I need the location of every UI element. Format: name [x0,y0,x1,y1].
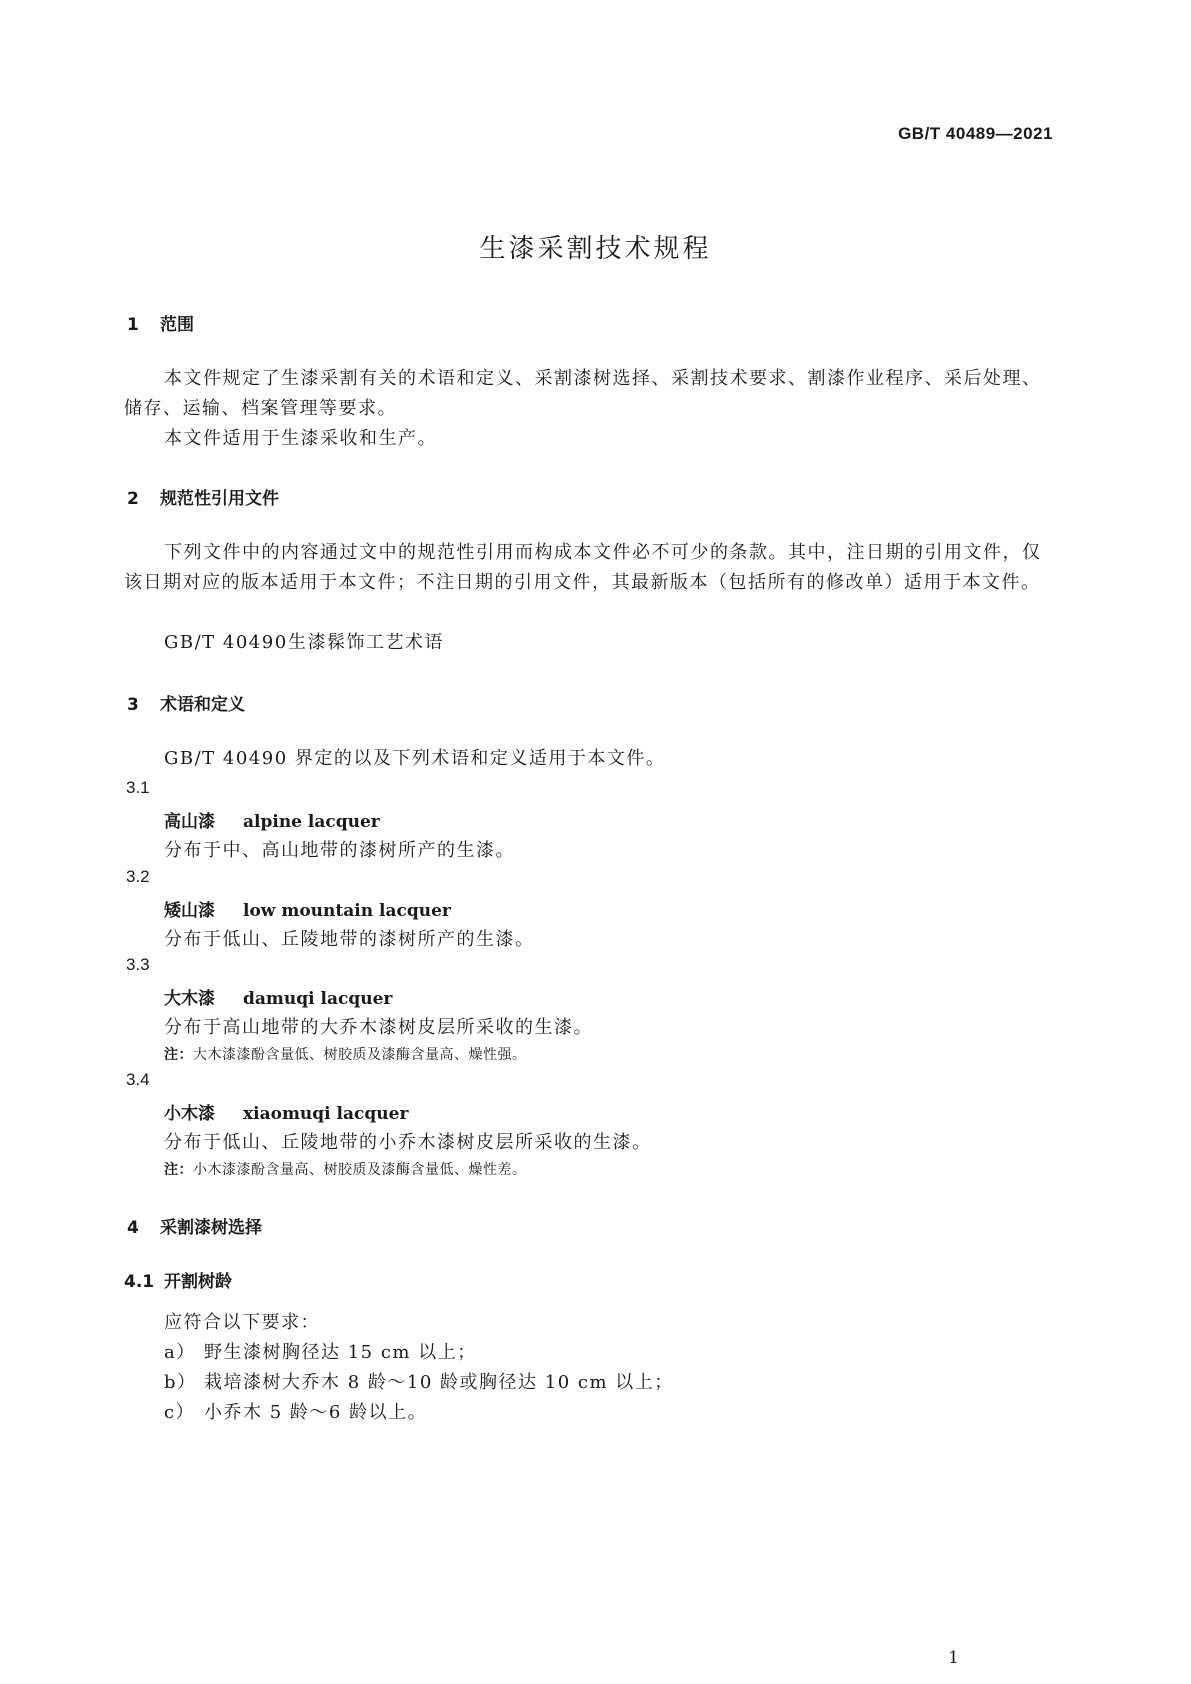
reference-title: 生漆髹饰工艺术语 [288,632,444,653]
list-marker: a） [164,1342,196,1363]
section-3-intro: GB/T 40490 界定的以及下列术语和定义适用于本文件。 [164,748,666,769]
list-marker: c） [164,1402,196,1423]
section-1-paragraph-1: 本文件规定了生漆采割有关的术语和定义、采割漆树选择、采割技术要求、割漆作业程序、采后处理、储存、运输、档案管理等要求。 [124,368,1042,419]
section-2-heading [127,484,279,509]
note-label: 注： [164,1047,193,1063]
reference-code: GB/T 40490 [164,632,288,653]
normative-reference [164,628,444,654]
term-definition: 分布于低山、丘陵地带的漆树所产的生漆。 [164,929,535,950]
section-title: 术语和定义 [160,695,245,715]
subsection-intro: 应符合以下要求： [164,1312,320,1333]
section-title: 采割漆树选择 [160,1218,262,1238]
term-definition: 分布于低山、丘陵地带的小乔木漆树皮层所采收的生漆。 [164,1132,652,1153]
section-title: 范围 [160,315,194,335]
list-item-text: 野生漆树胸径达 15 cm 以上； [204,1342,477,1363]
section-2-paragraph-1: 下列文件中的内容通过文中的规范性引用而构成本文件必不可少的条款。其中，注日期的引用文件，仅该日期对应的版本适用于本文件；不注日期的引用文件，其最新版本（包括所有的修改单）适用于本文件。 [124,542,1042,593]
term-english: damuqi lacquer [243,989,393,1009]
list-item-text: 小乔木 5 龄～6 龄以上。 [204,1402,428,1423]
section-number: 1 [127,315,139,335]
section-1-heading [127,310,194,335]
term-english: xiaomuqi lacquer [243,1104,409,1124]
list-marker: b） [164,1372,197,1393]
list-item-text: 栽培漆树大乔木 8 龄～10 龄或胸径达 10 cm 以上； [204,1372,674,1393]
term-chinese: 大木漆 [164,989,215,1009]
note-label: 注： [164,1162,193,1178]
section-4-heading [127,1213,262,1238]
term-chinese: 小木漆 [164,1104,215,1124]
term-heading [164,984,392,1009]
subsection-number: 4.1 [124,1272,155,1292]
term-number: 3.1 [126,778,150,797]
term-definition: 分布于高山地带的大乔木漆树皮层所采收的生漆。 [164,1017,593,1038]
term-definition: 分布于中、高山地带的漆树所产的生漆。 [164,840,515,861]
section-number: 3 [127,695,139,715]
document-title: 生漆采割技术规程 [479,234,712,264]
page-number: 1 [948,1648,959,1668]
section-3-heading [127,690,245,715]
term-note [164,1159,527,1179]
subsection-title: 开割树龄 [164,1272,232,1292]
term-heading [164,807,380,832]
section-number: 4 [127,1218,139,1238]
term-chinese: 矮山漆 [164,901,215,921]
list-item [164,1368,674,1394]
term-english: alpine lacquer [243,812,380,832]
section-title: 规范性引用文件 [160,489,279,509]
term-english: low mountain lacquer [243,901,451,921]
subsection-4-1-heading [124,1267,232,1292]
section-1-paragraph-2: 本文件适用于生漆采收和生产。 [164,428,437,449]
term-heading [164,896,451,921]
term-number: 3.2 [126,867,150,886]
term-chinese: 高山漆 [164,812,215,832]
note-text: 小木漆漆酚含量高、树胶质及漆酶含量低、燥性差。 [193,1162,527,1178]
term-number: 3.3 [126,955,150,974]
term-number: 3.4 [126,1070,150,1089]
term-heading [164,1099,408,1124]
section-number: 2 [127,489,139,509]
standard-code: GB/T 40489—2021 [898,124,1053,143]
list-item [164,1338,477,1364]
list-item [164,1398,427,1424]
term-note [164,1044,527,1064]
note-text: 大木漆漆酚含量低、树胶质及漆酶含量高、燥性强。 [193,1047,527,1063]
